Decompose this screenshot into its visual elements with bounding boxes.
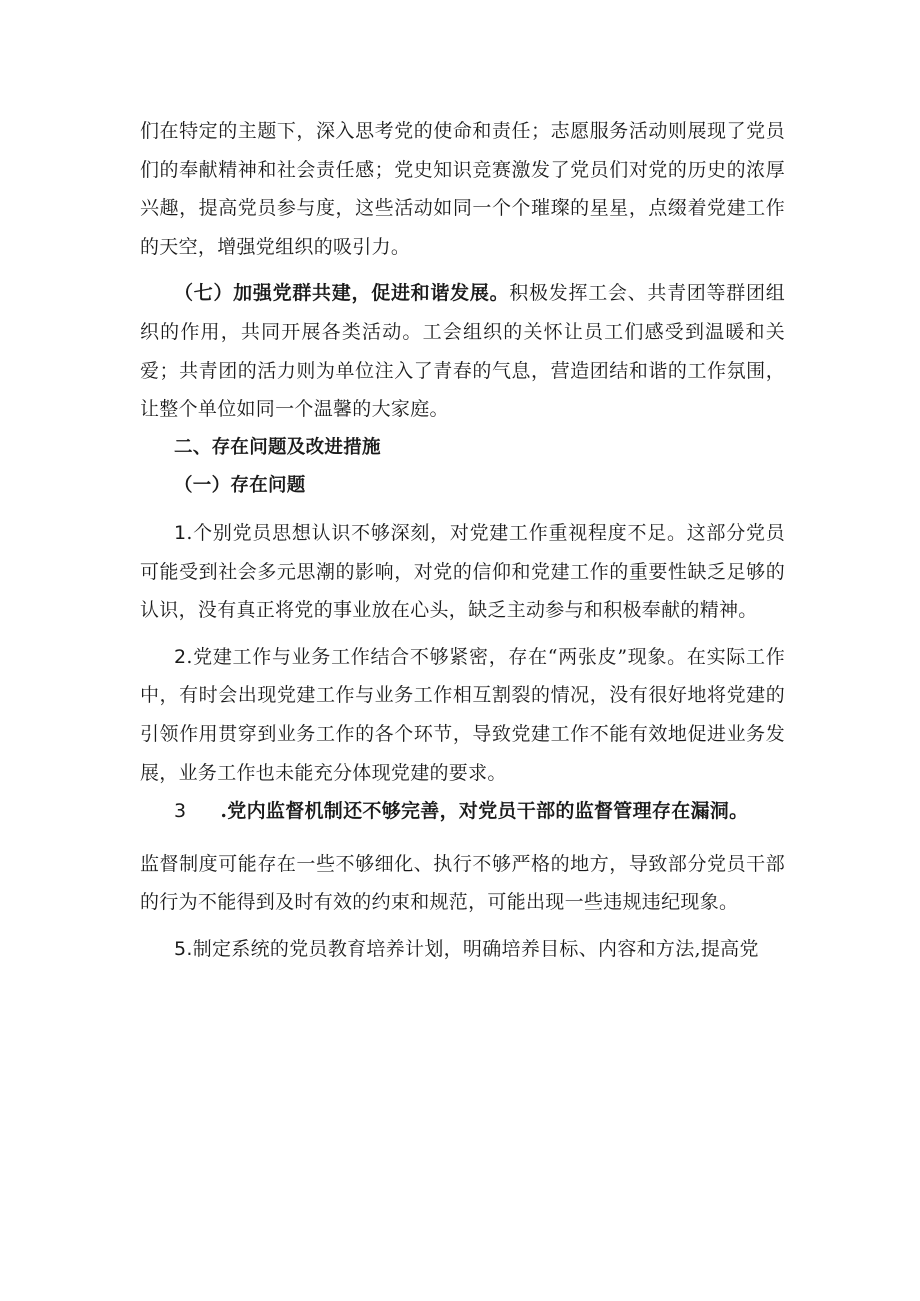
list-item-number: 1 bbox=[174, 521, 187, 544]
list-item-text: .党内监督机制还不够完善，对党员干部的监督管理存在漏洞。 bbox=[220, 800, 749, 823]
paragraph-activities: 们在特定的主题下，深入思考党的使命和责任；志愿服务活动则展现了党员们的奉献精神和社会责任感；党史知识竞赛激发了党员们对党的历史的浓厚兴趣，提高党员参与度，这些活动如同一个个璀璨的星星，点缀着党建工作的天空，增强党组织的吸引力。 bbox=[140, 120, 785, 258]
list-item-text: .个别党员思想认识不够深刻，对党建工作重视程度不足。这部分党员可能受到社会多元思潮的影响，对党的信仰和党建工作的重要性缺乏足够的认识，没有真正将党的事业放在心头，缺乏主动参与和积极奉献的精神。 bbox=[140, 521, 785, 622]
subsection-heading: （一）存在问题 bbox=[174, 475, 306, 497]
list-item-text: .党建工作与业务工作结合不够紧密，存在“两张皮”现象。在实际工作中，有时会出现党建工作与业务工作相互割裂的情况，没有很好地将党建的引领作用贯穿到业务工作的各个环节，导致党建工作不能有效地促进业务发展，业务工作也未能充分体现党建的要求。 bbox=[140, 645, 785, 784]
paragraph-lead-heading: （七）加强党群共建，促进和谐发展。 bbox=[174, 282, 510, 305]
paragraph-party-mass-building bbox=[140, 274, 785, 428]
list-item-number: 2 bbox=[174, 645, 187, 668]
list-item-3-continuation: 监督制度可能存在一些不够细化、执行不够严格的地方，导致部分党员干部的行为不能得到及时有效的约束和规范，可能出现一些违规违纪现象。 bbox=[140, 852, 785, 914]
list-item-number: 3 bbox=[174, 800, 187, 823]
list-item-3 bbox=[140, 792, 785, 831]
document-page bbox=[140, 112, 785, 968]
list-item-5 bbox=[140, 930, 785, 969]
list-item-1 bbox=[140, 514, 785, 630]
section-heading: 二、存在问题及改进措施 bbox=[174, 436, 381, 458]
list-item-2 bbox=[140, 638, 785, 792]
list-item-text: 制定系统的党员教育培养计划，明确培养目标、内容和方法,提高党 bbox=[192, 937, 759, 960]
list-item-number: 5. bbox=[174, 937, 193, 960]
paragraph-body: 积极发挥工会、共青团等群团组织的作用，共同开展各类活动。工会组织的关怀让员工们感受到温暖和关爱；共青团的活力则为单位注入了青春的气息，营造团结和谐的工作氛围，让整个单位如同一个温馨的大家庭。 bbox=[140, 282, 785, 421]
